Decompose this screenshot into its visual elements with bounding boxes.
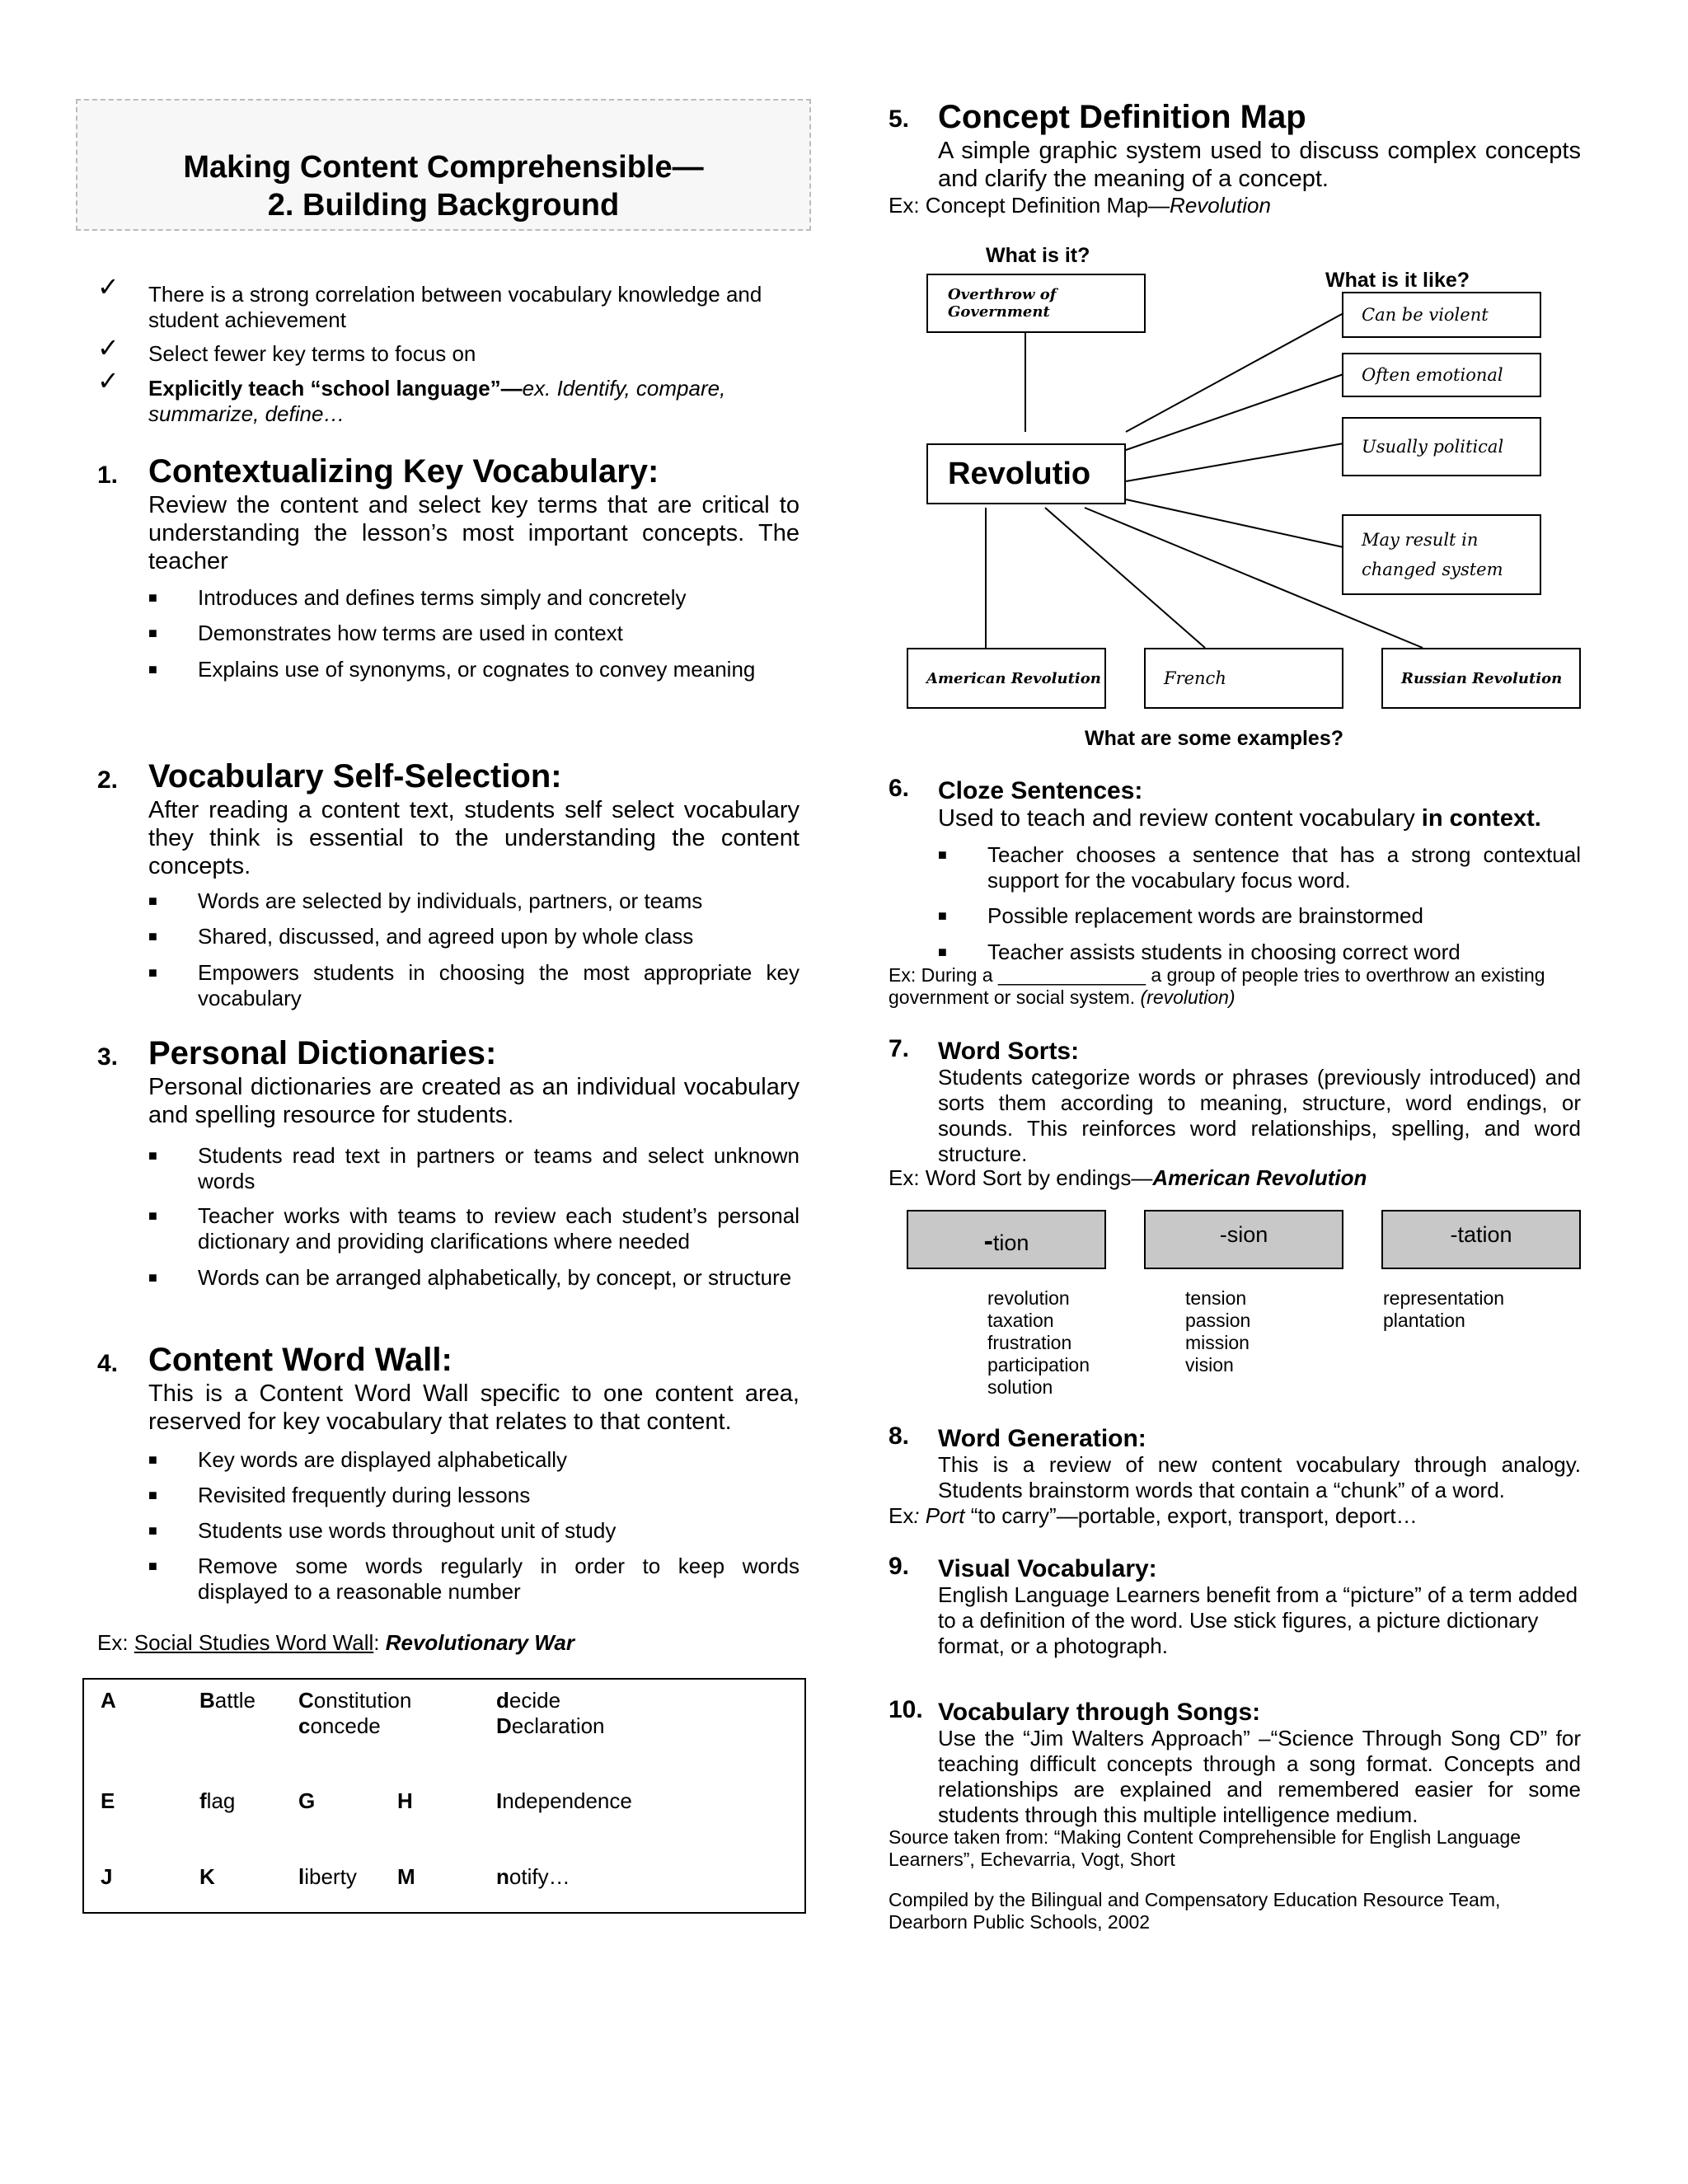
section-title: Visual Vocabulary:	[938, 1555, 1157, 1582]
bullet-icon: ■	[938, 944, 947, 960]
section-title: Vocabulary through Songs:	[938, 1699, 1261, 1726]
word-wall-example: Ex: Social Studies Word Wall: Revolutionary War	[97, 1630, 574, 1655]
center-concept-box: Revolutio	[926, 443, 1126, 504]
cloze-example: Ex: During a ______________ a group of people tries to overthrow an existing government or social system. (revolution)	[889, 964, 1545, 1008]
bullet-item: Teacher assists students in choosing correct word	[987, 940, 1461, 964]
bullet-item: Shared, discussed, and agreed upon by whole class	[198, 924, 694, 949]
concept-map-example: Ex: Concept Definition Map—Revolution	[889, 193, 1271, 218]
section-body: Used to teach and review content vocabulary in context.	[938, 805, 1541, 832]
word-generation-example: Ex: Port “to carry”—portable, export, transport, deport…	[889, 1503, 1418, 1528]
bullet-icon: ■	[148, 964, 157, 981]
bullet-icon: ■	[148, 1522, 157, 1539]
section-number: 7.	[889, 1035, 910, 1062]
bullet-item: Words are selected by individuals, partners, or teams	[198, 888, 703, 913]
bullet-item: Introduces and defines terms simply and concretely	[198, 585, 687, 610]
bullet-icon: ■	[148, 1558, 157, 1574]
bullet-item: Explains use of synonyms, or cognates to convey meaning	[198, 657, 756, 682]
bullet-icon: ■	[148, 625, 157, 641]
section-body: English Language Learners benefit from a “picture” of a term added to a definition of the word. Use stick figures, a picture dictionary format, or a photograph.	[938, 1582, 1578, 1658]
characteristic-box: May result in changed system	[1342, 514, 1541, 595]
example-box: Russian Revolution	[1381, 648, 1581, 709]
bullet-icon: ■	[148, 893, 157, 909]
section-number: 10.	[889, 1696, 923, 1723]
section-number: 5.	[889, 105, 910, 133]
examples-label: What are some examples?	[1085, 727, 1344, 750]
section-title: Concept Definition Map	[938, 99, 1306, 135]
bullet-icon: ■	[148, 1147, 157, 1164]
word-sort-word: mission	[1185, 1332, 1250, 1353]
word-sort-column	[987, 1287, 1090, 1399]
source-note: Source taken from: “Making Content Comprehensible for English Language Learners”, Echevarria, Vogt, Short	[889, 1826, 1522, 1870]
word-wall-table: A Battle Constitution concede decide Declaration E flag G H Independence J K liberty M notify…	[82, 1678, 806, 1914]
bullet-icon: ■	[938, 907, 947, 924]
section-number: 2.	[97, 766, 119, 794]
word-sort-word: tension	[1185, 1287, 1247, 1309]
section-body: Review the content and select key terms that are critical to understanding the lesson’s most important concepts. The teacher	[148, 492, 799, 574]
section-body: Personal dictionaries are created as an individual vocabulary and spelling resource for students.	[148, 1074, 799, 1128]
title-line-2: 2. Building Background	[267, 188, 620, 223]
section-number: 8.	[889, 1422, 910, 1450]
what-is-it-like-label: What is it like?	[1325, 269, 1470, 292]
title-line-1: Making Content Comprehensible—	[183, 150, 704, 185]
bullet-icon: ■	[148, 1487, 157, 1503]
bullet-item: Students read text in partners or teams and select unknown words	[198, 1143, 799, 1193]
bullet-icon: ■	[148, 589, 157, 606]
bullet-icon: ■	[148, 1207, 157, 1224]
section-body: This is a Content Word Wall specific to one content area, reserved for key vocabulary that relates to that content.	[148, 1380, 799, 1435]
word-sort-example: Ex: Word Sort by endings—American Revolution	[889, 1165, 1367, 1190]
what-is-it-label: What is it?	[986, 244, 1090, 267]
word-sort-header-sion: -sion	[1144, 1210, 1343, 1269]
section-number: 6.	[889, 775, 910, 802]
check-item-3: Explicitly teach “school language”—ex. Identify, compare, summarize, define…	[148, 376, 726, 426]
section-body: A simple graphic system used to discuss complex concepts and clarify the meaning of a concept.	[938, 138, 1581, 192]
bullet-icon: ■	[938, 846, 947, 863]
word-sort-header-tation: -tation	[1381, 1210, 1581, 1269]
word-sort-word: passion	[1185, 1310, 1251, 1331]
section-title: Word Sorts:	[938, 1038, 1080, 1065]
bullet-icon: ■	[148, 1269, 157, 1286]
check-icon: ✓	[97, 272, 120, 302]
bullet-item: Students use words throughout unit of study	[198, 1518, 617, 1543]
section-body: After reading a content text, students self select vocabulary they think is essential to the understanding the content concepts.	[148, 797, 799, 879]
compiled-note: Compiled by the Bilingual and Compensatory Education Resource Team, Dearborn Public Schools, 2002	[889, 1889, 1501, 1933]
word-sort-word: revolution	[987, 1287, 1070, 1309]
bullet-item: Words can be arranged alphabetically, by concept, or structure	[198, 1265, 792, 1290]
section-number: 1.	[97, 462, 119, 489]
section-body: Use the “Jim Walters Approach” –“Science Through Song CD” for teaching difficult concepts through a song format. Concepts and relationships are explained and remembered easier for some students through this multiple intelligence medium.	[938, 1726, 1581, 1827]
section-title: Contextualizing Key Vocabulary:	[148, 453, 659, 490]
section-title: Content Word Wall:	[148, 1342, 452, 1378]
example-box: French	[1144, 648, 1343, 709]
word-sort-column	[1185, 1287, 1250, 1376]
bullet-item: Teacher chooses a sentence that has a strong contextual support for the vocabulary focus word.	[987, 842, 1581, 893]
section-number: 3.	[97, 1043, 119, 1071]
word-sort-header-tion: -tion	[907, 1210, 1106, 1269]
definition-box: Overthrow of Government	[926, 274, 1146, 333]
bullet-item: Teacher works with teams to review each student’s personal dictionary and providing clarifications where needed	[198, 1203, 799, 1254]
word-sort-word: vision	[1185, 1354, 1234, 1376]
word-sort-word: solution	[987, 1376, 1053, 1398]
bullet-item: Possible replacement words are brainstormed	[987, 903, 1423, 928]
characteristic-box: Often emotional	[1342, 353, 1541, 397]
section-number: 4.	[97, 1350, 119, 1377]
section-number: 9.	[889, 1553, 910, 1580]
word-sort-word: plantation	[1383, 1310, 1465, 1331]
bullet-item: Demonstrates how terms are used in context	[198, 621, 623, 645]
bullet-icon: ■	[148, 1451, 157, 1468]
bullet-icon: ■	[148, 928, 157, 944]
section-title: Cloze Sentences:	[938, 777, 1143, 804]
section-title: Word Generation:	[938, 1425, 1146, 1452]
section-title: Vocabulary Self-Selection:	[148, 758, 562, 794]
bullet-item: Revisited frequently during lessons	[198, 1483, 531, 1507]
check-item-1: There is a strong correlation between vocabulary knowledge and student achievement	[148, 282, 762, 332]
example-box: American Revolution	[907, 648, 1106, 709]
section-title: Personal Dictionaries:	[148, 1035, 497, 1071]
check-icon: ✓	[97, 366, 120, 396]
word-sort-word: taxation	[987, 1310, 1054, 1331]
bullet-icon: ■	[148, 661, 157, 677]
section-body: This is a review of new content vocabulary through analogy. Students brainstorm words that contain a “chunk” of a word.	[938, 1452, 1581, 1502]
section-body: Students categorize words or phrases (previously introduced) and sorts them according to meaning, structure, word endings, or sounds. This reinforces word relationships, spelling, and word structure.	[938, 1065, 1581, 1166]
bullet-item: Key words are displayed alphabetically	[198, 1447, 568, 1472]
word-sort-word: frustration	[987, 1332, 1072, 1353]
check-icon: ✓	[97, 333, 120, 363]
bullet-item: Remove some words regularly in order to keep words displayed to a reasonable number	[198, 1554, 799, 1604]
check-item-2: Select fewer key terms to focus on	[148, 341, 476, 366]
word-sort-column	[1383, 1287, 1504, 1332]
word-sort-word: representation	[1383, 1287, 1505, 1309]
word-sort-word: participation	[987, 1354, 1090, 1376]
bullet-item: Empowers students in choosing the most appropriate key vocabulary	[198, 960, 799, 1010]
characteristic-box: Can be violent	[1342, 292, 1541, 338]
characteristic-box: Usually political	[1342, 417, 1541, 476]
